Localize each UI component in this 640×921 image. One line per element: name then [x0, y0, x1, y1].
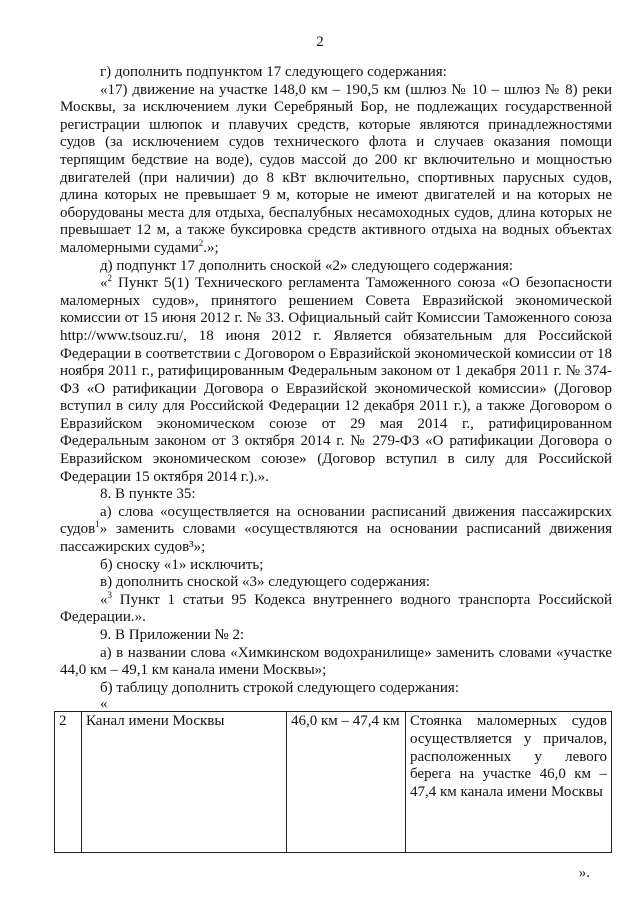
footnote-mark-3: 3 [107, 589, 112, 600]
paragraph-item-g: г) дополнить подпунктом 17 следующего содержания: [100, 64, 447, 80]
table-cell-range: 46,0 км – 47,4 км [287, 712, 406, 853]
paragraph-item-17: «17) движение на участке 148,0 км – 190,5 км (шлюз № 10 – шлюз № 8) реки Москвы, за исключением луки Серебряный Бор, не подлежащих государственной регистрации шлюпок и плавучих средств, которые являются принадлежностями судов (за исключением судов технического флота и случаев оказания помощи терпящим бедствие на воде), судов массой до 200 кг включительно и мощностью двигателей (при наличии) до 8 кВт включительно, спортивных парусных судов, длина которых не превышает 9 м, которые не имеют двигателей и на которых не оборудованы места для отдыха, беспалубных несамоходных судов, длина которых не превышает 12 м, а также буксировка средств активного отдыха на водных объектах маломерными судами$^2$.»; [60, 81, 612, 256]
footnote-3-text: «$^3$ Пункт 1 статьи 95 Кодекса внутреннего водного транспорта Российской Федерации.». [60, 589, 612, 626]
footnote-ref-1: 1 [95, 519, 100, 530]
paragraph-item-a-35: а) слова «осуществляется на основании расписаний движения пассажирских судов$^1$» заменить словами «осуществляются на основании расписаний движения пассажирских судов³»; [60, 503, 612, 556]
paragraph-item-v-35: в) дополнить сноской «3» следующего содержания: [100, 574, 431, 591]
paragraph-point-9: 9. В Приложении № 2: [100, 627, 245, 643]
footnote-2-text: «$^2$ Пункт 5(1) Технического регламента Таможенного союза «О безопасности маломерных судов», принятого решением Совета Евразийской экономической комиссии от 15 июня 2012 г. № 33. Официальный сайт Комиссии Таможенного союза http://www.tsouz.ru/, 18 июня 2012 г. Является обязательным для Российской Федерации в соответствии с Договором о Евразийской экономической комиссии от 18 ноября 2011 г., ратифицированным Федеральным законом от 1 декабря 2011 г. № 374-ФЗ «О ратификации Договора о Евразийской экономической комиссии» (Договор вступил в силу для Российской Федерации 12 декабря 2011 г.), а также Договором о Евразийском экономическом союзе от 29 мая 2014 г., ратифицированном Федеральным законом от 3 октября 2014 г. № 279-ФЗ «О ратификации Договора о Евразийском экономическом союзе» (Договор вступил в силу для Российской Федерации 15 октября 2014 г.).». [60, 273, 612, 485]
quote-close: ». [578, 865, 590, 882]
footnote-ref-2: 2 [198, 237, 204, 248]
quote-open: « [100, 696, 108, 713]
paragraph-point-8: 8. В пункте 35: [100, 486, 196, 503]
table-cell-note: Стоянка маломерных судов осуществляется у причалов, расположенных у левого берега на участке 46,0 км – 47,4 км канала имени Москвы [406, 712, 612, 853]
footnote-mark-2: 2 [107, 273, 112, 284]
table-cell-number: 2 [55, 712, 82, 853]
document-body [60, 64, 612, 883]
paragraph-item-b-9: б) таблицу дополнить строкой следующего содержания: [100, 679, 460, 696]
paragraph-item-d: д) подпункт 17 дополнить сноской «2» следующего содержания: [100, 257, 514, 274]
page-number: 2 [316, 34, 324, 50]
paragraph-item-a-9: а) в названии слова «Химкинском водохранилище» заменить словами «участке 44,0 км – 49,1 км канала имени Москвы»; [60, 644, 612, 679]
table-cell-name: Канал имени Москвы [82, 712, 287, 853]
amendment-table [54, 711, 612, 853]
table-row [55, 712, 612, 853]
paragraph-item-b-35: б) сноску «1» исключить; [100, 556, 264, 573]
